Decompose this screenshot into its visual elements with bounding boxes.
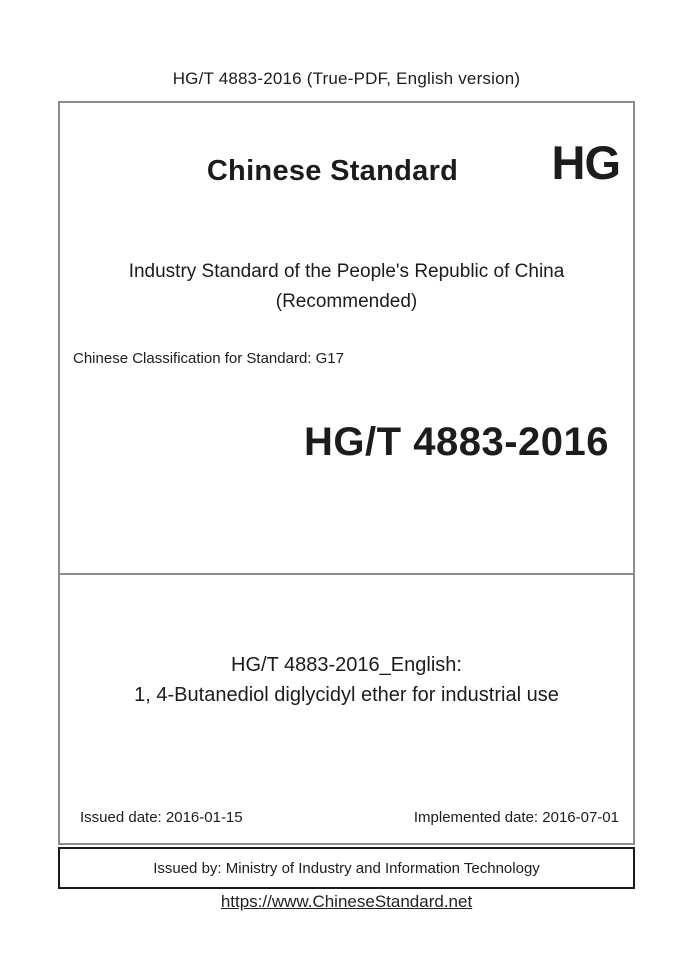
page-header-title: HG/T 4883-2016 (True-PDF, English version) [172, 69, 521, 88]
hg-logo: HG [551, 136, 620, 189]
dates-row [80, 809, 619, 826]
english-title-line1: HG/T 4883-2016_English: [231, 654, 462, 676]
cover-box [58, 101, 635, 845]
classification-label: Chinese Classification for Standard: G17 [73, 350, 344, 367]
standard-type-line1: Industry Standard of the People's Republic of China [128, 261, 565, 282]
standard-number: HG/T 4883-2016 [304, 420, 609, 464]
footer-url-link[interactable]: https://www.ChineseStandard.net [220, 892, 473, 911]
implemented-date-label: Implemented date: 2016-07-01 [413, 809, 619, 826]
issued-by-label: Issued by: Ministry of Industry and Information Technology [153, 859, 540, 877]
english-title-line2: 1, 4-Butanediol diglycidyl ether for industrial use [134, 684, 559, 706]
footer [0, 892, 693, 912]
standard-type-line2: (Recommended) [275, 291, 418, 312]
brand-title: Chinese Standard [206, 155, 459, 187]
issuer-box [58, 847, 635, 889]
issued-date-label: Issued date: 2016-01-15 [80, 809, 243, 826]
horizontal-divider [60, 573, 633, 575]
